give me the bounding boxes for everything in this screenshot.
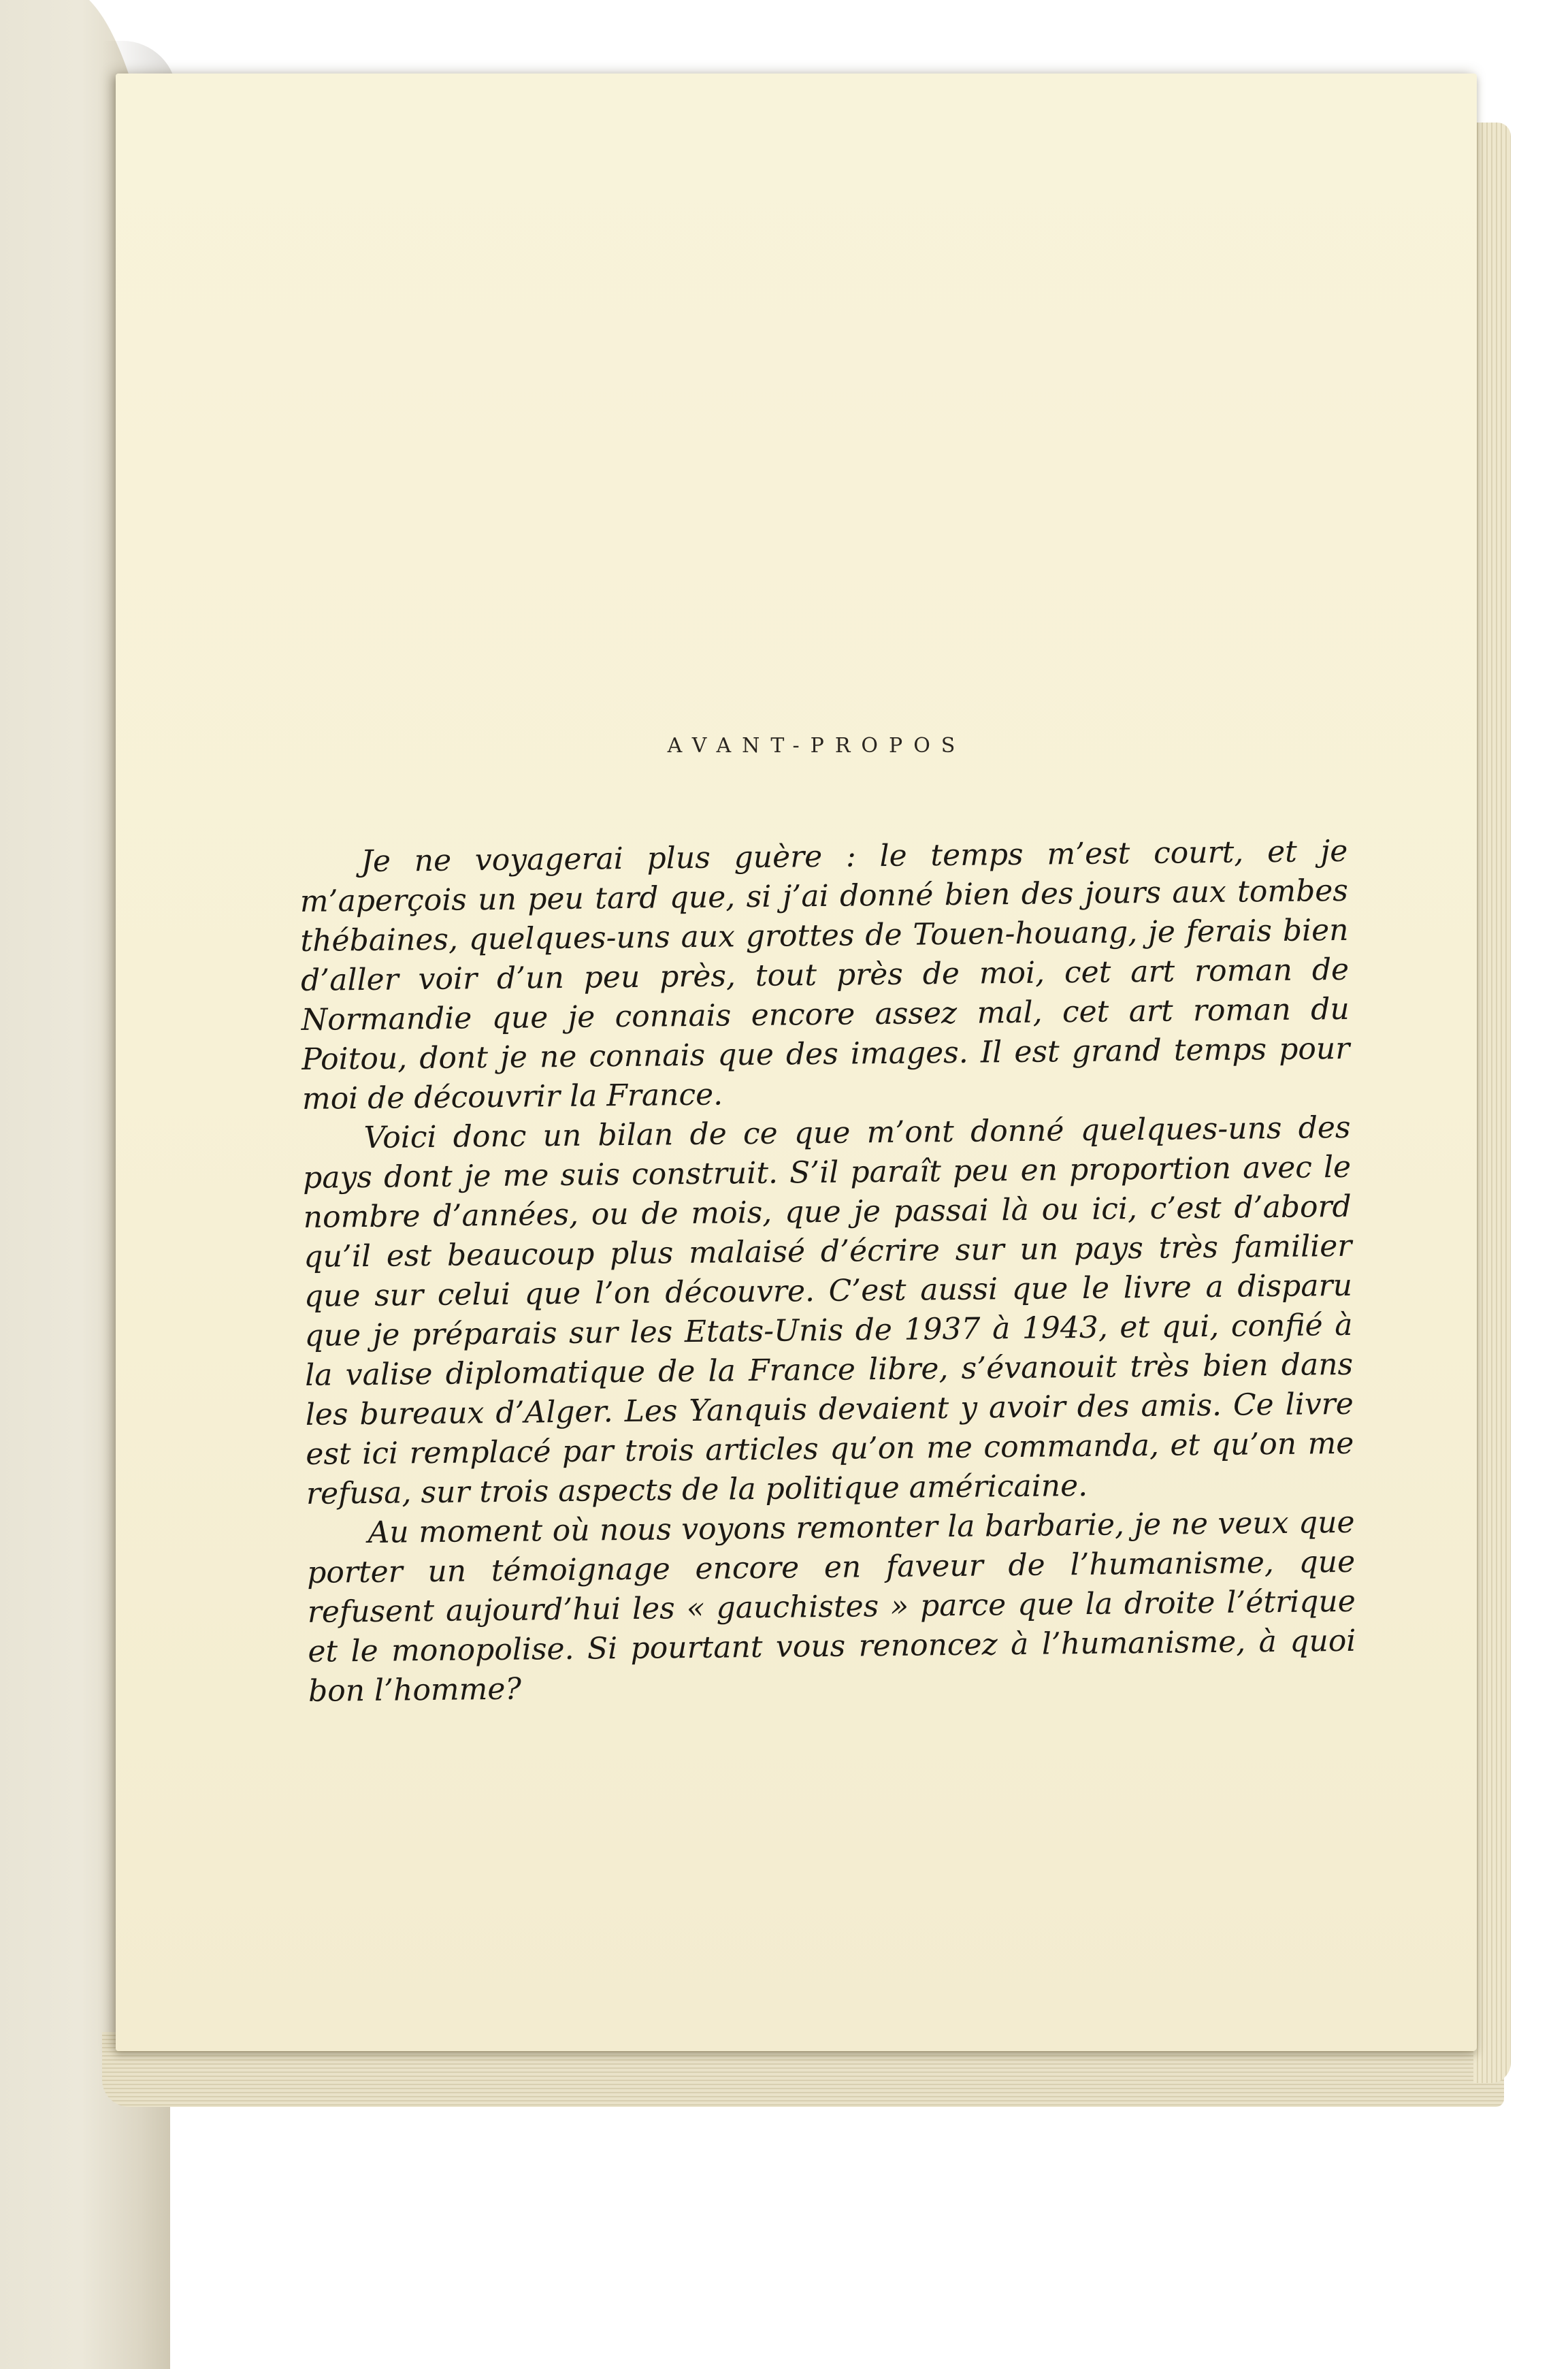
- paragraph-2: Voici donc un bilan de ce que m’ont donné quelques-uns des pays dont je me suis construit. S’il paraît peu en proportion avec le nombre d’années, ou de mois, que je passai là ou ici, c’est d’abord qu’il est beaucoup plus malaisé d’écrire sur un pays très familier que sur celui que l’on découvre. C’est aussi que le livre a disparu que je préparais sur les Etats-Unis de 1937 à 1943, et qui, confié à la valise diplomatique de la France libre, s’évanouit très bien dans les bureaux d’Alger. Les Yanquis devaient y avoir des amis. Ce livre est ici remplacé par trois articles qu’on me commanda, et qu’on me refusa, sur trois aspects de la politique américaine.: [302, 1110, 1354, 1511]
- page-side-edges: [1473, 123, 1511, 2083]
- paragraph-1: Je ne voyagerai plus guère : le temps m’est court, et je m’aperçois un peu tard que, si j’ai donné bien des jours aux tombes thébaines, quelques-uns aux grottes de Touen-houang, je ferais bien d’aller voir d’un peu près, tout près de moi, cet art roman de Normandie que je connais encore assez mal, cet art roman du Poitou, dont je ne connais que des images. Il est grand temps pour moi de découvrir la France.: [299, 833, 1350, 1116]
- paragraph-3: Au moment où nous voyons remonter la barbarie, je ne veux que porter un témoignage encore en faveur de l’humanisme, que refusent aujourd’hui les « gauchistes » parce que la droite l’étrique et le monopolise. Si pourtant vous renoncez à l’humanisme, à quoi bon l’homme?: [306, 1504, 1356, 1709]
- book-page: [116, 74, 1477, 2051]
- page-heading: AVANT-PROPOS: [667, 734, 966, 758]
- foreword-text: [299, 832, 1356, 1711]
